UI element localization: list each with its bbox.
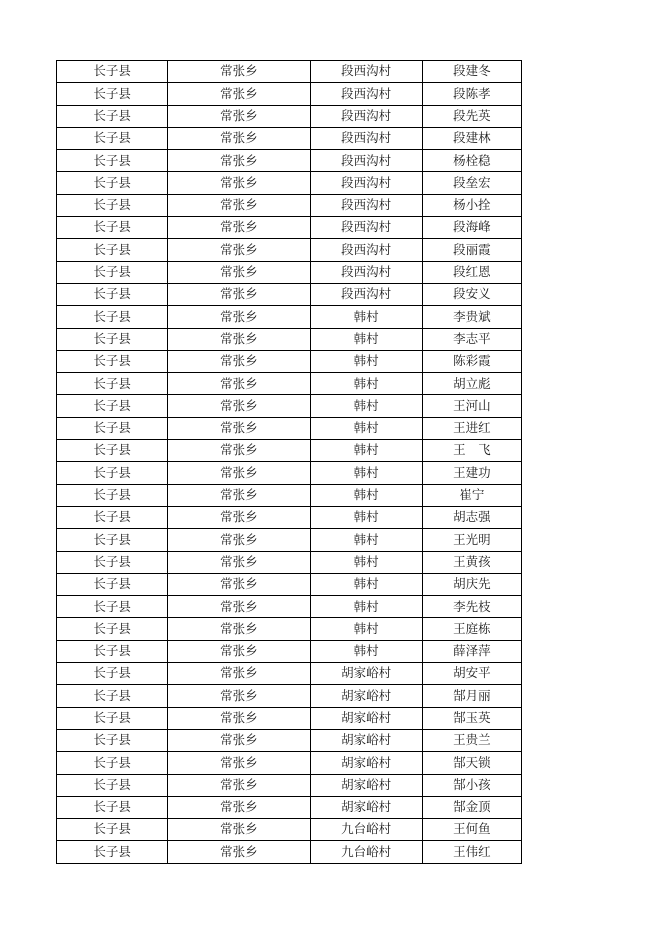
name-cell: 杨小拴	[422, 194, 521, 216]
table-row	[57, 484, 522, 506]
name-cell: 王进红	[422, 417, 521, 439]
county-cell: 长子县	[57, 707, 168, 729]
county-cell: 长子县	[57, 328, 168, 350]
township-cell: 常张乡	[168, 417, 310, 439]
village-cell: 胡家峪村	[310, 685, 422, 707]
name-cell: 段安义	[422, 283, 521, 305]
village-cell: 韩村	[310, 395, 422, 417]
county-cell: 长子县	[57, 551, 168, 573]
name-cell: 胡庆先	[422, 573, 521, 595]
table-row	[57, 596, 522, 618]
table-row	[57, 306, 522, 328]
county-cell: 长子县	[57, 841, 168, 863]
table-row	[57, 127, 522, 149]
name-cell: 陈彩霞	[422, 350, 521, 372]
village-cell: 段西沟村	[310, 150, 422, 172]
township-cell: 常张乡	[168, 774, 310, 796]
table-row	[57, 217, 522, 239]
name-cell: 李贵斌	[422, 306, 521, 328]
village-cell: 九台峪村	[310, 819, 422, 841]
county-cell: 长子县	[57, 150, 168, 172]
name-cell: 段红恩	[422, 261, 521, 283]
table-row	[57, 417, 522, 439]
table-row	[57, 150, 522, 172]
township-cell: 常张乡	[168, 83, 310, 105]
table-row	[57, 551, 522, 573]
township-cell: 常张乡	[168, 61, 310, 83]
name-cell: 薛泽萍	[422, 640, 521, 662]
village-cell: 段西沟村	[310, 239, 422, 261]
village-cell: 韩村	[310, 551, 422, 573]
village-cell: 韩村	[310, 306, 422, 328]
county-cell: 长子县	[57, 618, 168, 640]
table-body	[57, 61, 522, 864]
county-cell: 长子县	[57, 506, 168, 528]
county-cell: 长子县	[57, 729, 168, 751]
township-cell: 常张乡	[168, 707, 310, 729]
table-row	[57, 640, 522, 662]
township-cell: 常张乡	[168, 150, 310, 172]
village-cell: 韩村	[310, 373, 422, 395]
village-cell: 韩村	[310, 440, 422, 462]
village-cell: 胡家峪村	[310, 707, 422, 729]
village-cell: 段西沟村	[310, 283, 422, 305]
name-cell: 王河山	[422, 395, 521, 417]
village-cell: 韩村	[310, 462, 422, 484]
table-row	[57, 61, 522, 83]
county-cell: 长子县	[57, 484, 168, 506]
township-cell: 常张乡	[168, 283, 310, 305]
township-cell: 常张乡	[168, 752, 310, 774]
county-cell: 长子县	[57, 61, 168, 83]
table-row	[57, 774, 522, 796]
village-cell: 韩村	[310, 618, 422, 640]
table-row	[57, 729, 522, 751]
township-cell: 常张乡	[168, 596, 310, 618]
county-cell: 长子县	[57, 685, 168, 707]
township-cell: 常张乡	[168, 172, 310, 194]
village-cell: 韩村	[310, 506, 422, 528]
township-cell: 常张乡	[168, 127, 310, 149]
table-row	[57, 83, 522, 105]
name-cell: 王何鱼	[422, 819, 521, 841]
township-cell: 常张乡	[168, 328, 310, 350]
township-cell: 常张乡	[168, 529, 310, 551]
township-cell: 常张乡	[168, 506, 310, 528]
county-cell: 长子县	[57, 306, 168, 328]
table-row	[57, 841, 522, 863]
village-cell: 胡家峪村	[310, 729, 422, 751]
county-cell: 长子县	[57, 395, 168, 417]
table-row	[57, 663, 522, 685]
village-cell: 韩村	[310, 417, 422, 439]
township-cell: 常张乡	[168, 640, 310, 662]
county-cell: 长子县	[57, 596, 168, 618]
township-cell: 常张乡	[168, 841, 310, 863]
township-cell: 常张乡	[168, 462, 310, 484]
county-cell: 长子县	[57, 529, 168, 551]
county-cell: 长子县	[57, 172, 168, 194]
table-row	[57, 707, 522, 729]
county-cell: 长子县	[57, 796, 168, 818]
table-row	[57, 819, 522, 841]
table-row	[57, 440, 522, 462]
county-cell: 长子县	[57, 440, 168, 462]
name-cell: 王贵兰	[422, 729, 521, 751]
county-cell: 长子县	[57, 640, 168, 662]
county-cell: 长子县	[57, 350, 168, 372]
township-cell: 常张乡	[168, 105, 310, 127]
village-cell: 段西沟村	[310, 127, 422, 149]
village-cell: 韩村	[310, 529, 422, 551]
county-cell: 长子县	[57, 752, 168, 774]
table-row	[57, 573, 522, 595]
table-row	[57, 283, 522, 305]
township-cell: 常张乡	[168, 551, 310, 573]
township-cell: 常张乡	[168, 395, 310, 417]
name-cell: 段先英	[422, 105, 521, 127]
township-cell: 常张乡	[168, 819, 310, 841]
name-cell: 王建功	[422, 462, 521, 484]
name-cell: 王庭栋	[422, 618, 521, 640]
township-cell: 常张乡	[168, 261, 310, 283]
village-cell: 段西沟村	[310, 217, 422, 239]
village-cell: 韩村	[310, 350, 422, 372]
name-cell: 李先枝	[422, 596, 521, 618]
township-cell: 常张乡	[168, 373, 310, 395]
county-cell: 长子县	[57, 573, 168, 595]
table-row	[57, 350, 522, 372]
table-row	[57, 395, 522, 417]
table-row	[57, 239, 522, 261]
county-cell: 长子县	[57, 217, 168, 239]
table-row	[57, 105, 522, 127]
township-cell: 常张乡	[168, 306, 310, 328]
county-cell: 长子县	[57, 239, 168, 261]
village-cell: 韩村	[310, 596, 422, 618]
name-cell: 段建冬	[422, 61, 521, 83]
county-cell: 长子县	[57, 462, 168, 484]
table-row	[57, 752, 522, 774]
village-cell: 胡家峪村	[310, 663, 422, 685]
name-cell: 胡安平	[422, 663, 521, 685]
name-cell: 段垒宏	[422, 172, 521, 194]
county-cell: 长子县	[57, 194, 168, 216]
table-row	[57, 328, 522, 350]
township-cell: 常张乡	[168, 194, 310, 216]
name-cell: 李志平	[422, 328, 521, 350]
table-row	[57, 194, 522, 216]
county-cell: 长子县	[57, 819, 168, 841]
name-cell: 郜天锁	[422, 752, 521, 774]
county-cell: 长子县	[57, 261, 168, 283]
township-cell: 常张乡	[168, 350, 310, 372]
name-cell: 段海峰	[422, 217, 521, 239]
township-cell: 常张乡	[168, 217, 310, 239]
village-cell: 韩村	[310, 328, 422, 350]
table-row	[57, 261, 522, 283]
table-row	[57, 529, 522, 551]
name-cell: 段丽霞	[422, 239, 521, 261]
village-cell: 段西沟村	[310, 261, 422, 283]
township-cell: 常张乡	[168, 573, 310, 595]
name-cell: 崔宁	[422, 484, 521, 506]
table-row	[57, 685, 522, 707]
county-cell: 长子县	[57, 127, 168, 149]
township-cell: 常张乡	[168, 440, 310, 462]
township-cell: 常张乡	[168, 729, 310, 751]
village-cell: 九台峪村	[310, 841, 422, 863]
village-cell: 胡家峪村	[310, 752, 422, 774]
township-cell: 常张乡	[168, 663, 310, 685]
name-cell: 王伟红	[422, 841, 521, 863]
county-cell: 长子县	[57, 373, 168, 395]
township-cell: 常张乡	[168, 618, 310, 640]
village-cell: 段西沟村	[310, 61, 422, 83]
name-cell: 郜玉英	[422, 707, 521, 729]
name-cell: 胡立彪	[422, 373, 521, 395]
table-row	[57, 506, 522, 528]
township-cell: 常张乡	[168, 239, 310, 261]
county-cell: 长子县	[57, 105, 168, 127]
village-cell: 段西沟村	[310, 172, 422, 194]
table-row	[57, 462, 522, 484]
table-row	[57, 618, 522, 640]
township-cell: 常张乡	[168, 484, 310, 506]
county-cell: 长子县	[57, 663, 168, 685]
village-cell: 韩村	[310, 573, 422, 595]
village-cell: 段西沟村	[310, 194, 422, 216]
village-cell: 胡家峪村	[310, 774, 422, 796]
county-cell: 长子县	[57, 283, 168, 305]
table-row	[57, 796, 522, 818]
name-cell: 王黄孩	[422, 551, 521, 573]
county-cell: 长子县	[57, 774, 168, 796]
name-cell: 王光明	[422, 529, 521, 551]
village-cell: 韩村	[310, 484, 422, 506]
name-cell: 杨栓稳	[422, 150, 521, 172]
county-cell: 长子县	[57, 83, 168, 105]
name-cell: 郜小孩	[422, 774, 521, 796]
name-cell: 郜金顶	[422, 796, 521, 818]
village-cell: 段西沟村	[310, 83, 422, 105]
name-cell: 胡志强	[422, 506, 521, 528]
village-cell: 段西沟村	[310, 105, 422, 127]
name-cell: 王 飞	[422, 440, 521, 462]
name-cell: 段建林	[422, 127, 521, 149]
village-cell: 胡家峪村	[310, 796, 422, 818]
data-table	[56, 60, 522, 864]
table-row	[57, 172, 522, 194]
name-cell: 段陈孝	[422, 83, 521, 105]
village-cell: 韩村	[310, 640, 422, 662]
name-cell: 郜月丽	[422, 685, 521, 707]
township-cell: 常张乡	[168, 685, 310, 707]
table-row	[57, 373, 522, 395]
county-cell: 长子县	[57, 417, 168, 439]
township-cell: 常张乡	[168, 796, 310, 818]
